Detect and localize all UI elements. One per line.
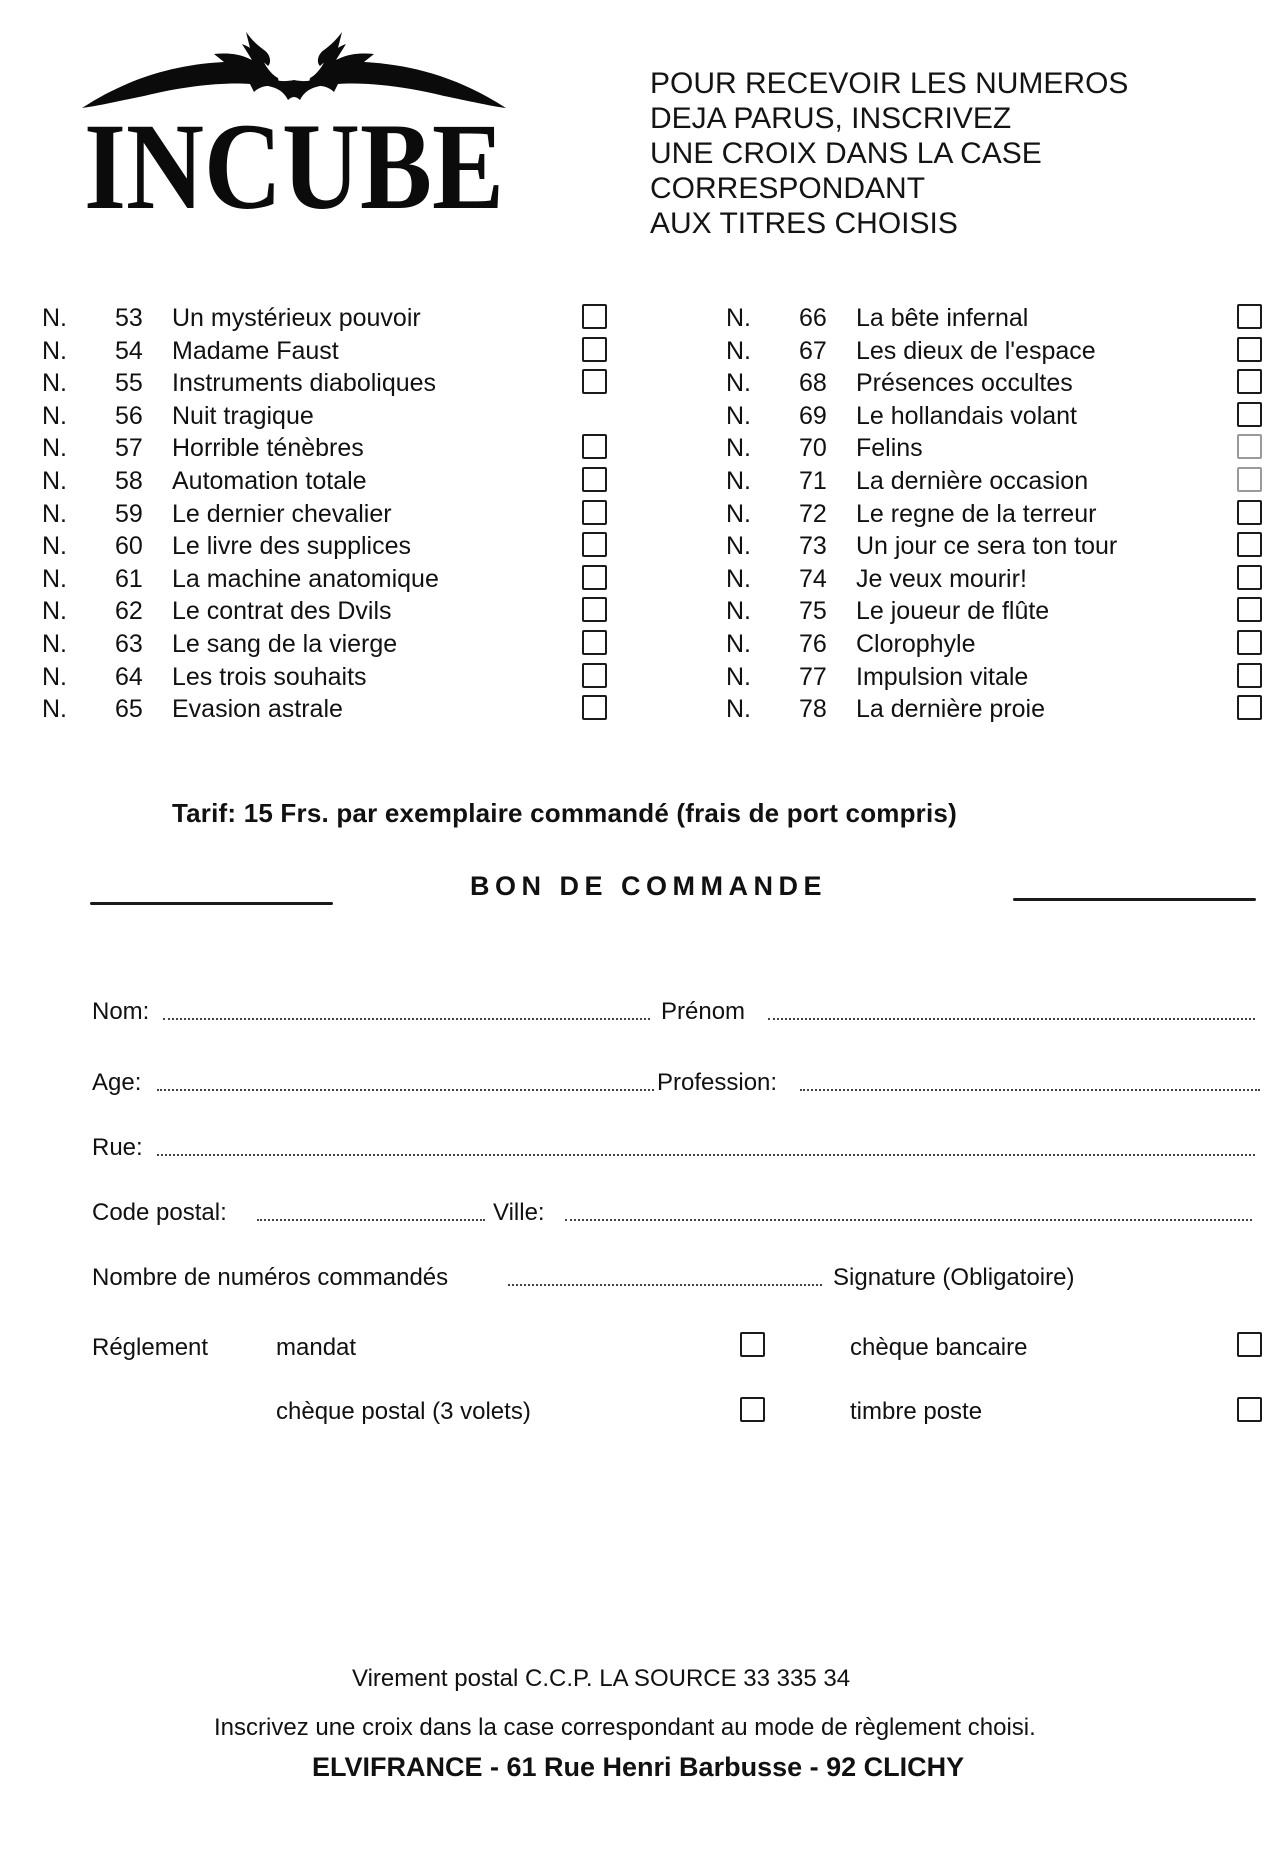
virement-text: Virement postal C.C.P. LA SOURCE 33 335 34 [352,1665,851,1692]
issue-number: 58 [115,467,143,495]
issue-checkbox[interactable] [1237,500,1262,525]
issue-row [0,466,1280,496]
issue-row [0,499,1280,529]
issue-number: 73 [799,532,827,561]
publisher-address: ELVIFRANCE - 61 Rue Henri Barbusse - 92 CLICHY [312,1752,965,1782]
signature-label: Signature (Obligatoire) [833,1264,1075,1291]
divider-left [90,902,333,905]
issue-number: 59 [115,499,143,528]
issue-title: Un mystérieux pouvoir [172,304,421,332]
payment-cheque-postal-checkbox[interactable] [740,1397,765,1422]
issue-prefix: N. [42,401,67,430]
intro-text [650,66,1128,241]
issue-title: Les trois souhaits [172,662,367,691]
age-input[interactable] [157,1089,654,1091]
issue-number: 65 [115,695,143,724]
issue-checkbox[interactable] [1237,369,1262,394]
issue-checkbox[interactable] [1237,467,1262,492]
issue-prefix: N. [726,499,751,528]
nombre-input[interactable] [508,1284,822,1286]
intro-line: CORRESPONDANT [650,172,926,205]
issue-number: 54 [115,336,143,365]
issue-number: 68 [799,369,827,398]
age-label: Age: [92,1069,142,1096]
issue-title: La machine anatomique [172,564,439,593]
issue-prefix: N. [42,336,67,365]
issue-title: Le contrat des Dvils [172,597,392,626]
issue-number: 78 [799,695,827,724]
issue-prefix: N. [726,336,751,365]
issue-prefix: N. [726,532,751,561]
issue-number: 62 [115,597,143,626]
issue-prefix: N. [42,532,67,561]
issue-title: Horrible ténèbres [172,434,364,463]
issue-prefix: N. [726,401,751,430]
divider-right [1013,898,1256,901]
issue-checkbox[interactable] [1237,304,1262,329]
ville-input[interactable] [565,1219,1252,1221]
issue-number: 55 [115,369,143,398]
issue-prefix: N. [726,662,751,691]
issue-prefix: N. [726,467,751,495]
issue-title: Les dieux de l'espace [856,336,1096,365]
intro-line: POUR RECEVOIR LES NUMEROS [650,67,1129,100]
issue-number: 53 [115,304,143,332]
payment-mandat-checkbox[interactable] [740,1332,765,1357]
issue-title: Le sang de la vierge [172,630,398,658]
logo-wordmark: INCUBE [84,98,504,235]
instruction-text: Inscrivez une croix dans la case correspondant au mode de règlement choisi. [214,1714,1036,1741]
issue-title: Le regne de la terreur [856,499,1097,528]
incube-logo [74,26,514,235]
payment-cheque-bancaire-checkbox[interactable] [1237,1332,1262,1357]
issue-title: Evasion astrale [172,695,343,724]
issue-prefix: N. [42,564,67,593]
nom-input[interactable] [163,1018,650,1020]
payment-option-label: timbre poste [850,1398,983,1425]
issue-prefix: N. [42,695,67,724]
issue-prefix: N. [42,304,67,332]
issue-checkbox[interactable] [1237,663,1262,688]
issue-row [0,629,1280,659]
issue-number: 72 [799,499,827,528]
order-form-title: BON DE COMMANDE [470,871,827,901]
intro-line: UNE CROIX DANS LA CASE [650,137,1042,170]
payment-option-label: chèque postal (3 volets) [276,1398,531,1425]
issue-title: Présences occultes [856,369,1073,398]
issue-checkbox[interactable] [1237,434,1262,459]
code-postal-label: Code postal: [92,1199,227,1226]
issue-prefix: N. [42,434,67,463]
issue-prefix: N. [726,597,751,626]
issue-row [0,596,1280,626]
rue-label: Rue: [92,1134,143,1161]
issue-number: 60 [115,532,143,561]
intro-line: DEJA PARUS, INSCRIVEZ [650,102,1012,135]
issue-row [0,368,1280,398]
ville-label: Ville: [493,1199,545,1226]
rue-input[interactable] [157,1154,1255,1156]
issue-number: 61 [115,564,143,593]
issue-title: Felins [856,434,923,463]
issue-checkbox[interactable] [1237,597,1262,622]
issue-checkbox[interactable] [1237,402,1262,427]
issue-number: 75 [799,597,827,626]
prenom-input[interactable] [768,1018,1255,1020]
issue-checkbox[interactable] [1237,630,1262,655]
issue-prefix: N. [42,369,67,398]
issue-row [0,401,1280,431]
issue-checkbox[interactable] [1237,695,1262,720]
issue-checkbox[interactable] [1237,565,1262,590]
issue-row [0,336,1280,366]
issue-title: Le hollandais volant [856,401,1077,430]
issue-title: La dernière proie [856,695,1046,724]
issue-prefix: N. [42,467,67,495]
issue-prefix: N. [726,630,751,658]
issue-prefix: N. [726,564,751,593]
issue-number: 71 [799,467,827,495]
issue-prefix: N. [42,499,67,528]
issue-prefix: N. [42,630,67,658]
profession-label: Profession: [657,1069,778,1096]
issue-title: Madame Faust [172,336,339,365]
issue-prefix: N. [726,369,751,398]
issue-title: Automation totale [172,467,367,495]
issue-number: 76 [799,630,827,658]
issue-number: 70 [799,434,827,463]
issue-number: 67 [799,336,827,365]
issue-checkbox[interactable] [1237,532,1262,557]
issue-number: 57 [115,434,143,463]
issue-title: La dernière occasion [856,467,1089,495]
issue-prefix: N. [726,695,751,724]
prenom-label: Prénom [661,998,746,1025]
issue-row [0,694,1280,724]
issue-checkbox[interactable] [1237,337,1262,362]
nombre-label: Nombre de numéros commandés [92,1264,449,1291]
issue-prefix: N. [726,434,751,463]
issue-title: Le livre des supplices [172,532,412,561]
issue-title: Je veux mourir! [856,564,1027,593]
profession-input[interactable] [800,1089,1260,1091]
issue-title: Instruments diaboliques [172,369,437,398]
issue-number: 74 [799,564,827,593]
issue-title: Le dernier chevalier [172,499,392,528]
issue-prefix: N. [42,662,67,691]
payment-option-label: chèque bancaire [850,1334,1028,1361]
issue-row [0,564,1280,594]
issue-number: 77 [799,662,827,691]
issue-prefix: N. [726,304,751,332]
issue-number: 56 [115,401,143,430]
issue-title: Clorophyle [856,630,976,658]
issue-title: Impulsion vitale [856,662,1029,691]
issue-row [0,303,1280,333]
issue-number: 66 [799,304,827,332]
payment-option-label: mandat [276,1334,357,1361]
issue-number: 64 [115,662,143,691]
issue-row [0,662,1280,692]
issue-title: Nuit tragique [172,401,314,430]
reglement-label: Réglement [92,1334,209,1361]
issue-number: 69 [799,401,827,430]
issue-row [0,433,1280,463]
intro-line: AUX TITRES CHOISIS [650,207,958,240]
issue-title: La bête infernal [856,304,1029,332]
issue-title: Le joueur de flûte [856,597,1050,626]
code-postal-input[interactable] [257,1219,485,1221]
nom-label: Nom: [92,998,150,1025]
issue-prefix: N. [42,597,67,626]
issue-row [0,531,1280,561]
payment-timbre-poste-checkbox[interactable] [1237,1397,1262,1422]
tarif-text: Tarif: 15 Frs. par exemplaire commandé (frais de port compris) [172,798,957,828]
issue-number: 63 [115,630,143,658]
issue-title: Un jour ce sera ton tour [856,532,1118,561]
